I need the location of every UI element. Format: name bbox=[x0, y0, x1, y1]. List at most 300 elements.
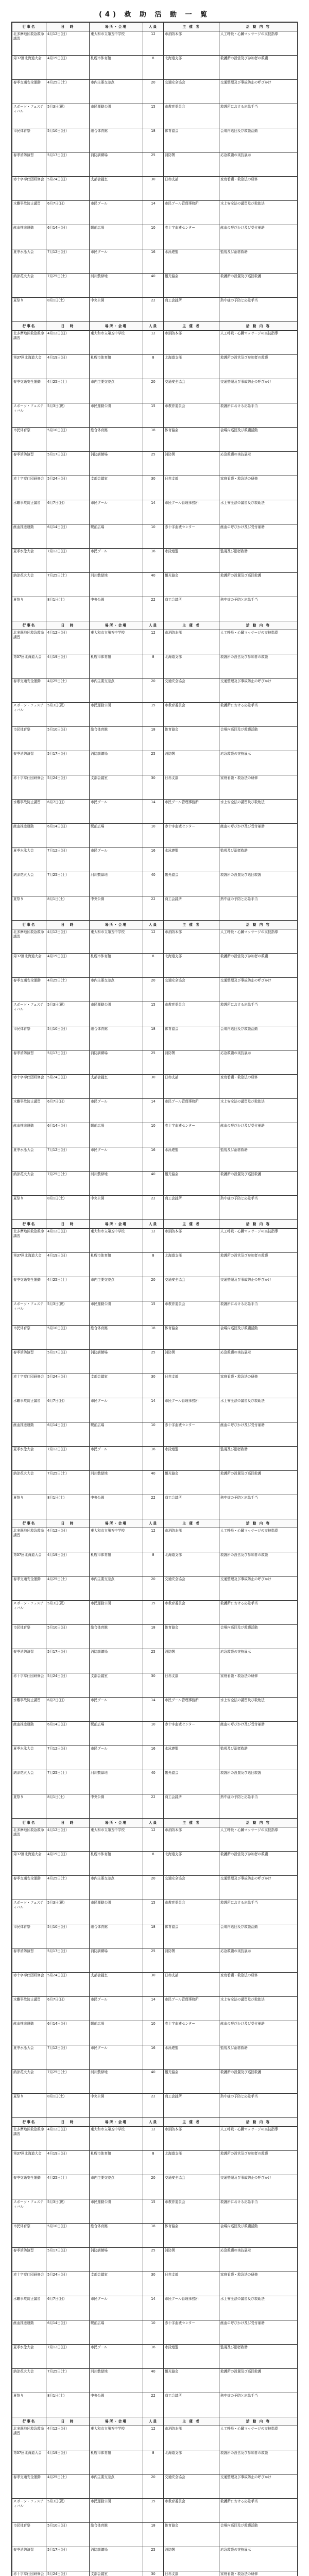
venue-cell: 駅前広場 bbox=[90, 524, 143, 549]
event-name-cell: スポーツ・フェスティバル bbox=[12, 403, 46, 428]
page-title-text: (4) 救 助 活 動 一 覧 bbox=[98, 11, 211, 19]
column-header: 日 時 bbox=[46, 1220, 90, 1229]
venue-cell: 東大和市立第五中学校 bbox=[90, 1528, 143, 1552]
date-cell: 8月1日(土) bbox=[46, 597, 90, 621]
venue-cell: 札幌市体育館 bbox=[90, 2151, 143, 2175]
column-header: 活 動 内 容 bbox=[219, 2417, 298, 2426]
venue-cell: 支部会議室 bbox=[90, 2571, 143, 2576]
event-name-cell: 水難事故防止講習 bbox=[12, 1398, 46, 1422]
venue-cell: 東大和市立第五中学校 bbox=[90, 1827, 143, 1852]
activity-cell: 会場内巡回及び救護活動 bbox=[219, 428, 298, 452]
date-cell: 4月25日(土) bbox=[46, 1876, 90, 1900]
column-header: 日 時 bbox=[46, 1819, 90, 1827]
personnel-cell: 20 bbox=[143, 80, 164, 104]
event-name-cell: 水難事故防止講習 bbox=[12, 500, 46, 524]
table-row bbox=[12, 249, 298, 274]
table-row bbox=[12, 2296, 298, 2320]
venue-cell: 支部会議室 bbox=[90, 2272, 143, 2296]
activity-cell: 救護所の設置及び巡回救護 bbox=[219, 872, 298, 896]
organizer-cell: 日赤支部 bbox=[164, 476, 219, 500]
venue-cell: 消防訓練場 bbox=[90, 1350, 143, 1374]
event-name-cell: 北多摩地区救急救命講習 bbox=[12, 1827, 46, 1852]
activity-cell: 交通整理及び事故防止の呼びかけ bbox=[219, 978, 298, 1002]
event-name-cell: 夏季水泳大会 bbox=[12, 2045, 46, 2070]
column-header: 活 動 内 容 bbox=[219, 1519, 298, 1528]
personnel-cell: 18 bbox=[143, 1326, 164, 1350]
table-header-row bbox=[12, 1819, 298, 1827]
activity-cell: 救護所の設置及び巡回救護 bbox=[219, 1471, 298, 1495]
column-header: 主 催 者 bbox=[164, 921, 219, 929]
column-header: 行事名 bbox=[12, 322, 46, 331]
table-row bbox=[12, 1147, 298, 1172]
activity-cell: 会場内巡回及び救護活動 bbox=[219, 727, 298, 751]
personnel-cell: 16 bbox=[143, 2045, 164, 2070]
event-name-cell: 春季交通安全運動 bbox=[12, 1577, 46, 1601]
table-row bbox=[12, 800, 298, 824]
organizer-cell: 商工会議所 bbox=[164, 896, 219, 921]
organizer-cell: 赤十字血液センター bbox=[164, 2320, 219, 2345]
table-row bbox=[12, 1050, 298, 1075]
table-row bbox=[12, 2021, 298, 2045]
activity-cell: 家庭看護・救急法の研修 bbox=[219, 476, 298, 500]
personnel-cell: 30 bbox=[143, 1374, 164, 1398]
date-cell: 5月3日(祝) bbox=[46, 1301, 90, 1326]
personnel-cell: 40 bbox=[143, 1471, 164, 1495]
personnel-cell: 16 bbox=[143, 1746, 164, 1770]
date-cell: 6月7日(日) bbox=[46, 1698, 90, 1722]
venue-cell: 消防訓練場 bbox=[90, 152, 143, 177]
event-name-cell: 献血推進運動 bbox=[12, 2021, 46, 2045]
date-cell: 4月25日(土) bbox=[46, 80, 90, 104]
event-name-cell: 北多摩地区救急救命講習 bbox=[12, 630, 46, 654]
date-cell: 7月12日(日) bbox=[46, 1147, 90, 1172]
activity-cell: 交通整理及び事故防止の呼びかけ bbox=[219, 1876, 298, 1900]
event-name-cell: 北多摩地区救急救命講習 bbox=[12, 1229, 46, 1253]
activity-cell: 人工呼吸・心臓マッサージの実技指導 bbox=[219, 2127, 298, 2151]
date-cell: 4月19日(日) bbox=[46, 1852, 90, 1876]
personnel-cell: 18 bbox=[143, 727, 164, 751]
venue-cell: 総合体育館 bbox=[90, 128, 143, 152]
event-name-cell: 春季交通安全運動 bbox=[12, 379, 46, 403]
activity-table-container bbox=[11, 22, 298, 2576]
table-row bbox=[12, 1625, 298, 1649]
table-row bbox=[12, 201, 298, 225]
venue-cell: 河川敷緑地 bbox=[90, 1172, 143, 1196]
event-name-cell: 夏祭り bbox=[12, 298, 46, 322]
event-name-cell: 第37回北海道大会 bbox=[12, 355, 46, 379]
activity-cell: 応急救護の実技展示 bbox=[219, 1350, 298, 1374]
personnel-cell: 10 bbox=[143, 2320, 164, 2345]
column-header: 場所・会場 bbox=[90, 1220, 143, 1229]
date-cell: 5月17日(日) bbox=[46, 2547, 90, 2571]
column-header: 人員 bbox=[143, 23, 164, 31]
personnel-cell: 8 bbox=[143, 954, 164, 978]
table-row bbox=[12, 727, 298, 751]
organizer-cell: 交通安全協会 bbox=[164, 2175, 219, 2199]
venue-cell: 駅前広場 bbox=[90, 1123, 143, 1147]
table-row bbox=[12, 1997, 298, 2021]
venue-cell: 市民プール bbox=[90, 2296, 143, 2320]
personnel-cell: 8 bbox=[143, 1852, 164, 1876]
organizer-cell: 市消防本部 bbox=[164, 2127, 219, 2151]
organizer-cell: 市教育委員会 bbox=[164, 1900, 219, 1924]
activity-cell: 救護所における応急手当 bbox=[219, 1301, 298, 1326]
event-name-cell: 夏祭り bbox=[12, 1196, 46, 1220]
organizer-cell: 消防署 bbox=[164, 2547, 219, 2571]
personnel-cell: 22 bbox=[143, 1495, 164, 1519]
event-name-cell: 市民体育祭 bbox=[12, 128, 46, 152]
personnel-cell: 25 bbox=[143, 452, 164, 476]
table-header-row bbox=[12, 23, 298, 31]
personnel-cell: 8 bbox=[143, 2450, 164, 2475]
personnel-cell: 22 bbox=[143, 298, 164, 322]
activity-cell: 家庭看護・救急法の研修 bbox=[219, 177, 298, 201]
personnel-cell: 30 bbox=[143, 476, 164, 500]
personnel-cell: 8 bbox=[143, 654, 164, 679]
organizer-cell: 消防署 bbox=[164, 452, 219, 476]
activity-cell: 献血の呼びかけ及び受付補助 bbox=[219, 1422, 298, 1447]
table-row bbox=[12, 1552, 298, 1577]
personnel-cell: 10 bbox=[143, 524, 164, 549]
organizer-cell: 水泳連盟 bbox=[164, 1447, 219, 1471]
venue-cell: 市民プール bbox=[90, 1099, 143, 1123]
personnel-cell: 15 bbox=[143, 703, 164, 727]
date-cell: 6月7日(日) bbox=[46, 500, 90, 524]
date-cell: 5月24日(日) bbox=[46, 2272, 90, 2296]
event-name-cell: 春季消防演習 bbox=[12, 452, 46, 476]
table-row bbox=[12, 2045, 298, 2070]
activity-cell: 人工呼吸・心臓マッサージの実技指導 bbox=[219, 2426, 298, 2450]
date-cell: 4月19日(日) bbox=[46, 1552, 90, 1577]
personnel-cell: 40 bbox=[143, 274, 164, 298]
venue-cell: 河川敷緑地 bbox=[90, 573, 143, 597]
venue-cell: 消防訓練場 bbox=[90, 1948, 143, 1973]
organizer-cell: 商工会議所 bbox=[164, 2094, 219, 2118]
venue-cell: 市民運動公園 bbox=[90, 2199, 143, 2224]
event-name-cell: 夏季水泳大会 bbox=[12, 1746, 46, 1770]
event-name-cell: 春季交通安全運動 bbox=[12, 679, 46, 703]
personnel-cell: 12 bbox=[143, 2127, 164, 2151]
organizer-cell: 消防署 bbox=[164, 1350, 219, 1374]
activity-cell: 献血の呼びかけ及び受付補助 bbox=[219, 1123, 298, 1147]
activity-cell: 救護所の設置及び巡回救護 bbox=[219, 2369, 298, 2393]
venue-cell: 総合体育館 bbox=[90, 1625, 143, 1649]
date-cell: 6月7日(日) bbox=[46, 201, 90, 225]
venue-cell: 中央公園 bbox=[90, 597, 143, 621]
table-row bbox=[12, 1948, 298, 1973]
table-row bbox=[12, 1528, 298, 1552]
column-header: 人員 bbox=[143, 322, 164, 331]
event-name-cell: 献血推進運動 bbox=[12, 824, 46, 848]
column-header: 日 時 bbox=[46, 921, 90, 929]
table-row bbox=[12, 452, 298, 476]
column-header: 日 時 bbox=[46, 2417, 90, 2426]
event-name-cell: 夏祭り bbox=[12, 1794, 46, 1819]
event-name-cell: 献血推進運動 bbox=[12, 524, 46, 549]
table-row bbox=[12, 1770, 298, 1794]
organizer-cell: 商工会議所 bbox=[164, 597, 219, 621]
event-name-cell: 水難事故防止講習 bbox=[12, 201, 46, 225]
event-name-cell: スポーツ・フェスティバル bbox=[12, 1301, 46, 1326]
venue-cell: 東大和市立第五中学校 bbox=[90, 31, 143, 56]
column-header: 日 時 bbox=[46, 621, 90, 630]
event-name-cell: 赤十字奉仕団研修会 bbox=[12, 775, 46, 800]
date-cell: 6月7日(日) bbox=[46, 1398, 90, 1422]
venue-cell: 総合体育館 bbox=[90, 1026, 143, 1050]
venue-cell: 東大和市立第五中学校 bbox=[90, 630, 143, 654]
venue-cell: 河川敷緑地 bbox=[90, 1770, 143, 1794]
table-row bbox=[12, 1471, 298, 1495]
table-row bbox=[12, 679, 298, 703]
organizer-cell: 市教育委員会 bbox=[164, 104, 219, 128]
column-header: 行事名 bbox=[12, 2118, 46, 2127]
venue-cell: 市民プール bbox=[90, 1698, 143, 1722]
table-row bbox=[12, 2127, 298, 2151]
table-row bbox=[12, 1326, 298, 1350]
event-name-cell: 春季消防演習 bbox=[12, 751, 46, 775]
column-header: 行事名 bbox=[12, 1220, 46, 1229]
table-row bbox=[12, 298, 298, 322]
table-row bbox=[12, 597, 298, 621]
activity-cell: 水上安全法の講習及び救助法 bbox=[219, 1099, 298, 1123]
venue-cell: 駅前広場 bbox=[90, 1722, 143, 1746]
date-cell: 6月14日(日) bbox=[46, 1123, 90, 1147]
personnel-cell: 25 bbox=[143, 1350, 164, 1374]
organizer-cell: 市民プール管理事務所 bbox=[164, 2296, 219, 2320]
table-header-row bbox=[12, 322, 298, 331]
personnel-cell: 40 bbox=[143, 2070, 164, 2094]
table-row bbox=[12, 177, 298, 201]
date-cell: 4月12日(日) bbox=[46, 31, 90, 56]
organizer-cell: 市消防本部 bbox=[164, 31, 219, 56]
event-name-cell: スポーツ・フェスティバル bbox=[12, 104, 46, 128]
table-row bbox=[12, 751, 298, 775]
activity-cell: 救護所の設営及び参加者の救護 bbox=[219, 2151, 298, 2175]
organizer-cell: 商工会議所 bbox=[164, 298, 219, 322]
date-cell: 4月19日(日) bbox=[46, 355, 90, 379]
date-cell: 4月12日(日) bbox=[46, 2127, 90, 2151]
personnel-cell: 12 bbox=[143, 630, 164, 654]
personnel-cell: 15 bbox=[143, 2199, 164, 2224]
date-cell: 4月12日(日) bbox=[46, 1229, 90, 1253]
venue-cell: 市内主要交差点 bbox=[90, 379, 143, 403]
event-name-cell: 水難事故防止講習 bbox=[12, 1698, 46, 1722]
venue-cell: 総合体育館 bbox=[90, 428, 143, 452]
event-name-cell: 春季消防演習 bbox=[12, 1649, 46, 1673]
activity-cell: 人工呼吸・心臓マッサージの実技指導 bbox=[219, 630, 298, 654]
venue-cell: 札幌市体育館 bbox=[90, 954, 143, 978]
event-name-cell: 市民体育祭 bbox=[12, 1625, 46, 1649]
venue-cell: 市民プール bbox=[90, 249, 143, 274]
activity-cell: 救護所の設営及び参加者の救護 bbox=[219, 1253, 298, 1277]
table-row bbox=[12, 1673, 298, 1698]
organizer-cell: 商工会議所 bbox=[164, 2393, 219, 2417]
event-name-cell: 北多摩地区救急救命講習 bbox=[12, 31, 46, 56]
activity-cell: 応急救護の実技展示 bbox=[219, 2248, 298, 2272]
organizer-cell: 体育協会 bbox=[164, 1326, 219, 1350]
table-row bbox=[12, 1350, 298, 1374]
personnel-cell: 20 bbox=[143, 978, 164, 1002]
event-name-cell: 春季消防演習 bbox=[12, 1050, 46, 1075]
venue-cell: 市民運動公園 bbox=[90, 403, 143, 428]
venue-cell: 河川敷緑地 bbox=[90, 1471, 143, 1495]
event-name-cell: 水難事故防止講習 bbox=[12, 2296, 46, 2320]
personnel-cell: 16 bbox=[143, 2345, 164, 2369]
activity-cell: 献血の呼びかけ及び受付補助 bbox=[219, 225, 298, 249]
personnel-cell: 30 bbox=[143, 1075, 164, 1099]
personnel-cell: 14 bbox=[143, 500, 164, 524]
date-cell: 5月10日(日) bbox=[46, 1326, 90, 1350]
activity-cell: 監視及び溺者救助 bbox=[219, 2045, 298, 2070]
organizer-cell: 観光協会 bbox=[164, 1471, 219, 1495]
event-name-cell: 納涼花火大会 bbox=[12, 1471, 46, 1495]
event-name-cell: 北多摩地区救急救命講習 bbox=[12, 2127, 46, 2151]
personnel-cell: 15 bbox=[143, 1301, 164, 1326]
venue-cell: 市民プール bbox=[90, 201, 143, 225]
table-row bbox=[12, 152, 298, 177]
table-row bbox=[12, 104, 298, 128]
table-row bbox=[12, 2175, 298, 2199]
venue-cell: 市民運動公園 bbox=[90, 1002, 143, 1026]
organizer-cell: 北海道支部 bbox=[164, 1552, 219, 1577]
organizer-cell: 市教育委員会 bbox=[164, 2199, 219, 2224]
event-name-cell: 赤十字奉仕団研修会 bbox=[12, 177, 46, 201]
venue-cell: 総合体育館 bbox=[90, 2224, 143, 2248]
organizer-cell: 観光協会 bbox=[164, 2070, 219, 2094]
event-name-cell: 夏祭り bbox=[12, 2094, 46, 2118]
table-row bbox=[12, 872, 298, 896]
event-name-cell: スポーツ・フェスティバル bbox=[12, 1900, 46, 1924]
date-cell: 4月25日(土) bbox=[46, 679, 90, 703]
column-header: 主 催 者 bbox=[164, 2417, 219, 2426]
organizer-cell: 北海道支部 bbox=[164, 355, 219, 379]
event-name-cell: 市民体育祭 bbox=[12, 2523, 46, 2547]
venue-cell: 支部会議室 bbox=[90, 775, 143, 800]
table-row bbox=[12, 476, 298, 500]
personnel-cell: 25 bbox=[143, 152, 164, 177]
organizer-cell: 体育協会 bbox=[164, 1026, 219, 1050]
activity-cell: 水上安全法の講習及び救助法 bbox=[219, 500, 298, 524]
venue-cell: 市民プール bbox=[90, 2345, 143, 2369]
event-name-cell: 夏季水泳大会 bbox=[12, 848, 46, 872]
event-name-cell: 納涼花火大会 bbox=[12, 274, 46, 298]
page-title bbox=[11, 8, 298, 22]
event-name-cell: 第37回北海道大会 bbox=[12, 954, 46, 978]
personnel-cell: 12 bbox=[143, 929, 164, 954]
date-cell: 7月12日(日) bbox=[46, 249, 90, 274]
date-cell: 4月19日(日) bbox=[46, 2151, 90, 2175]
organizer-cell: 北海道支部 bbox=[164, 654, 219, 679]
event-name-cell: 市民体育祭 bbox=[12, 428, 46, 452]
personnel-cell: 15 bbox=[143, 2499, 164, 2523]
activity-cell: 熱中症の予防と応急手当 bbox=[219, 1196, 298, 1220]
event-name-cell: 納涼花火大会 bbox=[12, 573, 46, 597]
personnel-cell: 40 bbox=[143, 1172, 164, 1196]
table-row bbox=[12, 1172, 298, 1196]
event-name-cell: 水難事故防止講習 bbox=[12, 1997, 46, 2021]
venue-cell: 中央公園 bbox=[90, 1495, 143, 1519]
organizer-cell: 北海道支部 bbox=[164, 1253, 219, 1277]
activity-cell: 救護所における応急手当 bbox=[219, 1002, 298, 1026]
venue-cell: 河川敷緑地 bbox=[90, 274, 143, 298]
activity-cell: 交通整理及び事故防止の呼びかけ bbox=[219, 379, 298, 403]
organizer-cell: 赤十字血液センター bbox=[164, 524, 219, 549]
date-cell: 7月25日(土) bbox=[46, 1172, 90, 1196]
personnel-cell: 40 bbox=[143, 872, 164, 896]
event-name-cell: 市民体育祭 bbox=[12, 1026, 46, 1050]
date-cell: 5月10日(日) bbox=[46, 1625, 90, 1649]
table-row bbox=[12, 1746, 298, 1770]
event-name-cell: 赤十字奉仕団研修会 bbox=[12, 476, 46, 500]
date-cell: 4月12日(日) bbox=[46, 1827, 90, 1852]
activity-cell: 救護所における応急手当 bbox=[219, 104, 298, 128]
venue-cell: 札幌市体育館 bbox=[90, 1253, 143, 1277]
activity-cell: 交通整理及び事故防止の呼びかけ bbox=[219, 1277, 298, 1301]
table-row bbox=[12, 2272, 298, 2296]
activity-cell: 救護所における応急手当 bbox=[219, 1900, 298, 1924]
table-row bbox=[12, 929, 298, 954]
personnel-cell: 18 bbox=[143, 128, 164, 152]
venue-cell: 総合体育館 bbox=[90, 2523, 143, 2547]
date-cell: 6月7日(日) bbox=[46, 1099, 90, 1123]
organizer-cell: 日赤支部 bbox=[164, 2272, 219, 2296]
activity-cell: 交通整理及び事故防止の呼びかけ bbox=[219, 1577, 298, 1601]
event-name-cell: 夏季水泳大会 bbox=[12, 2345, 46, 2369]
personnel-cell: 15 bbox=[143, 1900, 164, 1924]
personnel-cell: 10 bbox=[143, 1422, 164, 1447]
event-name-cell: 市民体育祭 bbox=[12, 2224, 46, 2248]
event-name-cell: 春季交通安全運動 bbox=[12, 1277, 46, 1301]
date-cell: 5月17日(日) bbox=[46, 152, 90, 177]
activity-cell: 献血の呼びかけ及び受付補助 bbox=[219, 2021, 298, 2045]
venue-cell: 支部会議室 bbox=[90, 1374, 143, 1398]
organizer-cell: 体育協会 bbox=[164, 727, 219, 751]
table-row bbox=[12, 379, 298, 403]
personnel-cell: 30 bbox=[143, 1673, 164, 1698]
organizer-cell: 赤十字血液センター bbox=[164, 1422, 219, 1447]
activity-cell: 救護所の設置及び巡回救護 bbox=[219, 274, 298, 298]
organizer-cell: 体育協会 bbox=[164, 2523, 219, 2547]
column-header: 場所・会場 bbox=[90, 1819, 143, 1827]
table-row bbox=[12, 1075, 298, 1099]
date-cell: 7月12日(日) bbox=[46, 848, 90, 872]
column-header: 場所・会場 bbox=[90, 322, 143, 331]
personnel-cell: 12 bbox=[143, 331, 164, 355]
column-header: 活 動 内 容 bbox=[219, 921, 298, 929]
date-cell: 5月17日(日) bbox=[46, 452, 90, 476]
table-row bbox=[12, 524, 298, 549]
organizer-cell: 商工会議所 bbox=[164, 1495, 219, 1519]
venue-cell: 札幌市体育館 bbox=[90, 2450, 143, 2475]
column-header: 活 動 内 容 bbox=[219, 322, 298, 331]
table-row bbox=[12, 1794, 298, 1819]
date-cell: 5月24日(日) bbox=[46, 1374, 90, 1398]
organizer-cell: 北海道支部 bbox=[164, 954, 219, 978]
activity-cell: 家庭看護・救急法の研修 bbox=[219, 1075, 298, 1099]
activity-cell: 会場内巡回及び救護活動 bbox=[219, 2224, 298, 2248]
date-cell: 4月12日(日) bbox=[46, 929, 90, 954]
organizer-cell: 体育協会 bbox=[164, 428, 219, 452]
activity-cell: 会場内巡回及び救護活動 bbox=[219, 2523, 298, 2547]
date-cell: 6月7日(日) bbox=[46, 2296, 90, 2320]
activity-cell: 監視及び溺者救助 bbox=[219, 1447, 298, 1471]
table-header-row bbox=[12, 1220, 298, 1229]
personnel-cell: 8 bbox=[143, 56, 164, 80]
venue-cell: 札幌市体育館 bbox=[90, 654, 143, 679]
column-header: 場所・会場 bbox=[90, 921, 143, 929]
activity-cell: 監視及び溺者救助 bbox=[219, 848, 298, 872]
activity-cell: 交通整理及び事故防止の呼びかけ bbox=[219, 80, 298, 104]
